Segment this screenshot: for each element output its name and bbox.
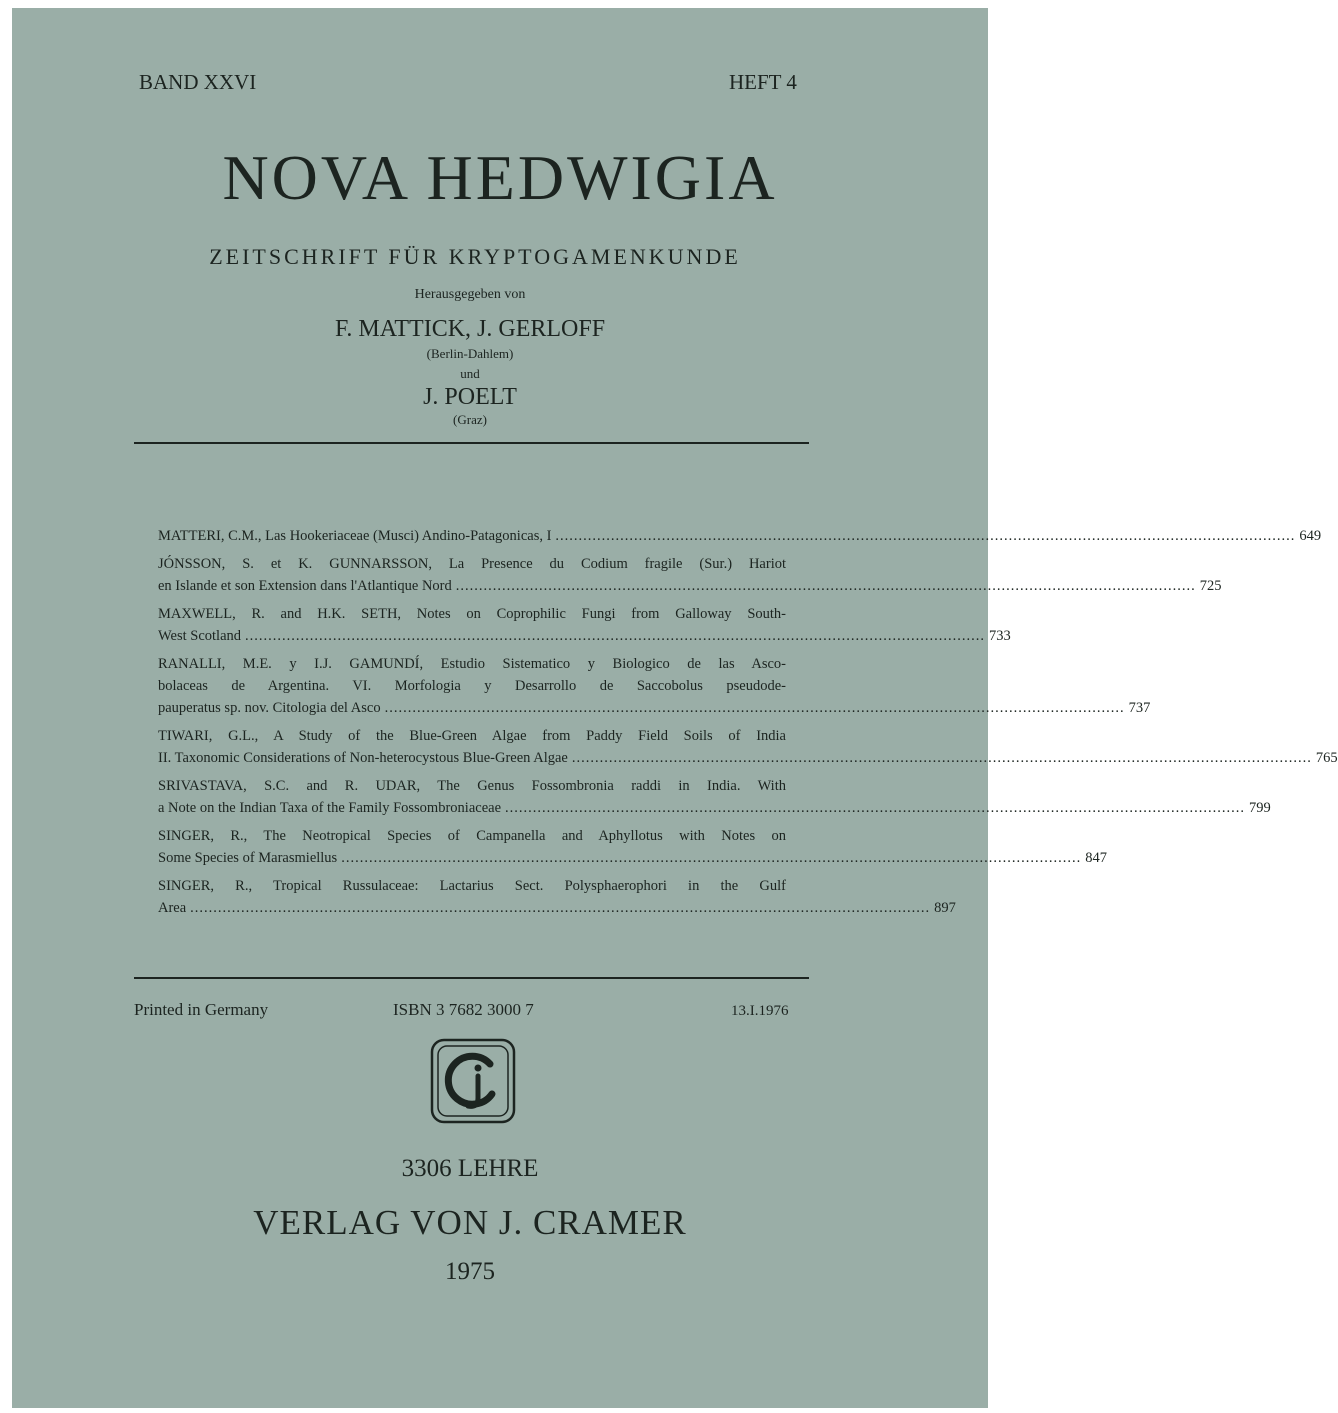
contents-entry-title: en Islande et son Extension dans l'Atlantique Nord [158, 578, 452, 594]
isbn: ISBN 3 7682 3000 7 [393, 1000, 534, 1019]
contents-entry-title: MATTERI, C.M., Las Hookeriaceae (Musci) Andino-Patagonicas, I [158, 528, 552, 544]
contents-entry-line: SINGER, R., The Neotropical Species of Campanella and Aphyllotus with Notes on [158, 828, 786, 844]
volume-label: BAND XXVI [139, 70, 257, 94]
leader-dots: ................................................................................................................................................................ [384, 700, 1125, 716]
editors-names-1: F. MATTICK, J. GERLOFF [334, 316, 606, 342]
publisher-name: VERLAG VON J. CRAMER [253, 1203, 687, 1242]
printed-in: Printed in Germany [134, 1000, 269, 1019]
contents-entry-page: 649 [1299, 528, 1322, 544]
contents-entry-line: SINGER, R., Tropical Russulaceae: Lactarius Sect. Polysphaerophori in the Gulf [158, 878, 786, 894]
contents-entry-title: Area [158, 900, 187, 916]
leader-dots: ................................................................................................................................................................ [341, 850, 1082, 866]
editors-location-2: (Graz) [453, 412, 487, 427]
leader-dots: ................................................................................................................................................................ [505, 800, 1246, 816]
contents-entry-line: MAXWELL, R. and H.K. SETH, Notes on Coprophilic Fungi from Galloway South- [158, 606, 786, 622]
contents-entry-title: West Scotland [158, 628, 241, 644]
contents-entry [158, 875, 956, 919]
cramer-cj-monogram-icon [430, 1038, 516, 1124]
issue-label: HEFT 4 [729, 70, 797, 94]
contents-entry-page: 799 [1249, 800, 1271, 816]
editors-intro: Herausgegeben von [414, 287, 526, 302]
contents-entry-page: 847 [1085, 850, 1107, 866]
contents-entry [158, 553, 1222, 597]
contents-entry-line: bolaceas de Argentina. VI. Morfologia y Desarrollo de Saccobolus pseudode- [158, 678, 786, 694]
contents-entry-title: a Note on the Indian Taxa of the Family Fossombroniaceae [158, 800, 502, 816]
divider-bottom [134, 977, 809, 979]
contents-entry [158, 825, 1107, 869]
publisher-city: 3306 LEHRE [401, 1155, 539, 1182]
contents-entry-page: 765 [1315, 750, 1338, 766]
contents-entry [158, 525, 1322, 547]
contents-entry-page: 733 [989, 628, 1011, 644]
contents-entry-title: II. Taxonomic Considerations of Non-heterocystous Blue-Green Algae [158, 750, 568, 766]
publication-year: 1975 [445, 1258, 495, 1285]
contents-entry-line: JÓNSSON, S. et K. GUNNARSSON, La Presence du Codium fragile (Sur.) Hariot [158, 556, 786, 572]
leader-dots: ................................................................................................................................................................ [555, 528, 1296, 544]
contents-entry-line: SRIVASTAVA, S.C. and R. UDAR, The Genus Fossombronia raddi in India. With [158, 778, 786, 794]
editors-location-1: (Berlin-Dahlem) [426, 346, 514, 361]
table-of-contents [158, 525, 1338, 925]
leader-dots: ................................................................................................................................................................ [455, 578, 1196, 594]
leader-dots: ................................................................................................................................................................ [571, 750, 1312, 766]
leader-dots: ................................................................................................................................................................ [245, 628, 985, 644]
journal-subtitle: ZEITSCHRIFT FÜR KRYPTOGAMENKUNDE [209, 244, 741, 269]
contents-entry [158, 725, 1338, 769]
editors-names-2: J. POELT [423, 384, 517, 410]
leader-dots: ................................................................................................................................................................ [190, 900, 931, 916]
contents-entry [158, 603, 1011, 647]
contents-entry-page: 737 [1128, 700, 1151, 716]
contents-entry-page: 897 [934, 900, 956, 916]
contents-entry [158, 775, 1271, 819]
journal-title: NOVA HEDWIGIA [222, 142, 778, 213]
contents-entry-line: TIWARI, G.L., A Study of the Blue-Green Algae from Paddy Field Soils of India [158, 728, 786, 744]
publication-date: 13.I.1976 [731, 1003, 789, 1019]
divider-top [134, 442, 809, 444]
contents-entry-title: pauperatus sp. nov. Citologia del Asco [158, 700, 381, 716]
contents-entry-page: 725 [1199, 578, 1222, 594]
contents-entry-title: Some Species of Marasmiellus [158, 850, 338, 866]
contents-entry-line: RANALLI, M.E. y I.J. GAMUNDÍ, Estudio Sistematico y Biologico de las Asco- [158, 656, 786, 672]
editors-and: und [460, 366, 480, 381]
contents-entry [158, 653, 1151, 719]
